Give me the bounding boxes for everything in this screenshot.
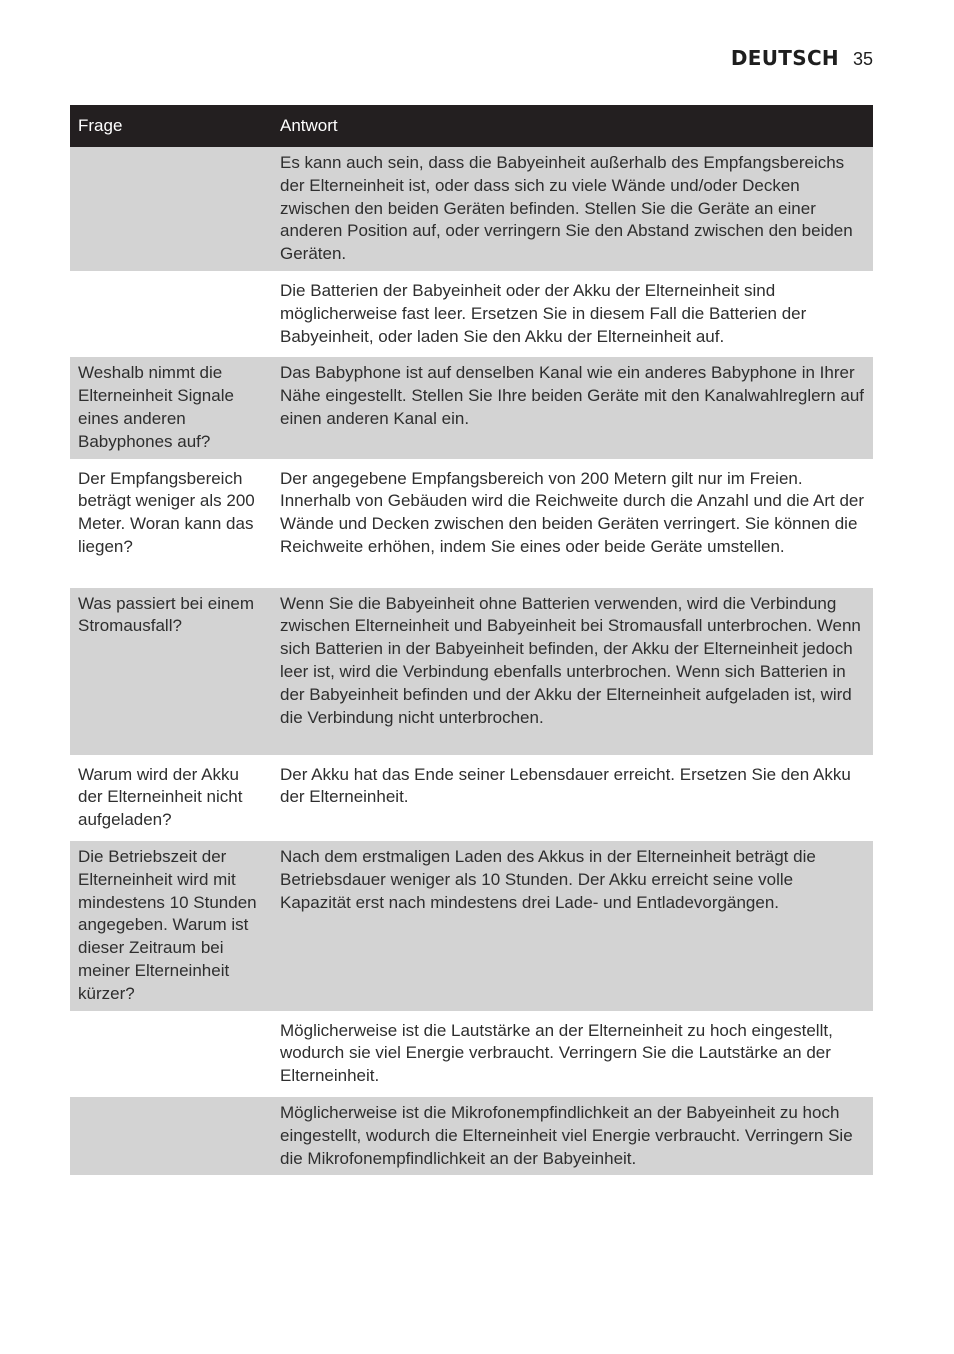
answer-cell: Wenn Sie die Babyeinheit ohne Batterien verwenden, wird die Verbindung zwischen Elterneinheit und Babyeinheit bei Stromausfall unterbrochen. Wenn sich Batterien in der Babyeinheit befinden, der Akku der Elterneinheit jedoch leer ist, wird die Verbindung ebenfalls unterbrochen. Wenn sich Batterien in der Babyeinheit befinden und der Akku der Elterneinheit aufgeladen ist, wird die Verbindung nicht unterbrochen. [272,586,873,757]
page-number: 35 [852,49,873,69]
table-row [70,757,873,839]
page-header [731,46,873,70]
column-header-answer: Antwort [272,105,873,147]
question-cell: Weshalb nimmt die Elterneinheit Signale eines anderen Babyphones auf? [70,355,272,460]
answer-cell: Möglicherweise ist die Lautstärke an der Elterneinheit zu hoch eingestellt, wodurch sie viel Energie verbraucht. Verringern Sie die Lautstärke an der Elterneinheit. [272,1013,873,1095]
answer-cell: Möglicherweise ist die Mikrofonempfindlichkeit an der Babyeinheit zu hoch eingestellt, wodurch die Elterneinheit viel Energie verbraucht. Verringern Sie die Mikrofonempfindlichkeit an der Babyeinheit. [272,1095,873,1177]
question-cell: Die Betriebszeit der Elterneinheit wird mit mindestens 10 Stunden angegeben. Warum ist dieser Zeitraum bei meiner Elterneinheit kürzer? [70,839,272,1013]
language-label: DEUTSCH [730,46,839,70]
table-row [70,1013,873,1095]
answer-cell: Der Akku hat das Ende seiner Lebensdauer erreicht. Ersetzen Sie den Akku der Elterneinheit. [272,757,873,839]
question-cell [70,273,272,355]
question-cell: Was passiert bei einem Stromausfall? [70,586,272,757]
answer-cell: Die Batterien der Babyeinheit oder der Akku der Elterneinheit sind möglicherweise fast leer. Ersetzen Sie in diesem Fall die Batterien der Babyeinheit, oder laden Sie den Akku der Elterneinheit auf. [272,273,873,355]
table-row [70,839,873,1013]
faq-table [70,105,873,1179]
table-row [70,355,873,460]
answer-cell: Der angegebene Empfangsbereich von 200 Metern gilt nur im Freien. Innerhalb von Gebäuden wird die Reichweite durch die Anzahl und die Art der Wände und Decken zwischen den beiden Geräten verringert. Sie können die Reichweite erhöhen, indem Sie eines oder beide Geräte umstellen. [272,461,873,586]
question-cell [70,1013,272,1095]
question-cell: Der Empfangsbereich beträgt weniger als 200 Meter. Woran kann das liegen? [70,461,272,586]
answer-cell: Es kann auch sein, dass die Babyeinheit außerhalb des Empfangsbereichs der Elterneinheit ist, oder dass sich zu viele Wände und/oder Decken zwischen den beiden Geräten befinden. Stellen Sie die Geräte an einer anderen Position auf, oder verringern Sie den Abstand zwischen den beiden Geräten. [272,147,873,273]
table-row [70,273,873,355]
table-row [70,1095,873,1177]
answer-cell: Nach dem erstmaligen Laden des Akkus in der Elterneinheit beträgt die Betriebsdauer weniger als 10 Stunden. Der Akku erreicht seine volle Kapazität erst nach mindestens drei Lade- und Entladevorgängen. [272,839,873,1013]
question-cell: Warum wird der Akku der Elterneinheit nicht aufgeladen? [70,757,272,839]
table-row [70,147,873,273]
question-cell [70,1095,272,1177]
table-row [70,461,873,586]
question-cell [70,147,272,273]
answer-cell: Das Babyphone ist auf denselben Kanal wie ein anderes Babyphone in Ihrer Nähe eingestellt. Stellen Sie Ihre beiden Geräte mit den Kanalwahlreglern auf einen anderen Kanal ein. [272,355,873,460]
table-row [70,586,873,757]
table-header-row [70,105,873,147]
column-header-question: Frage [70,105,272,147]
